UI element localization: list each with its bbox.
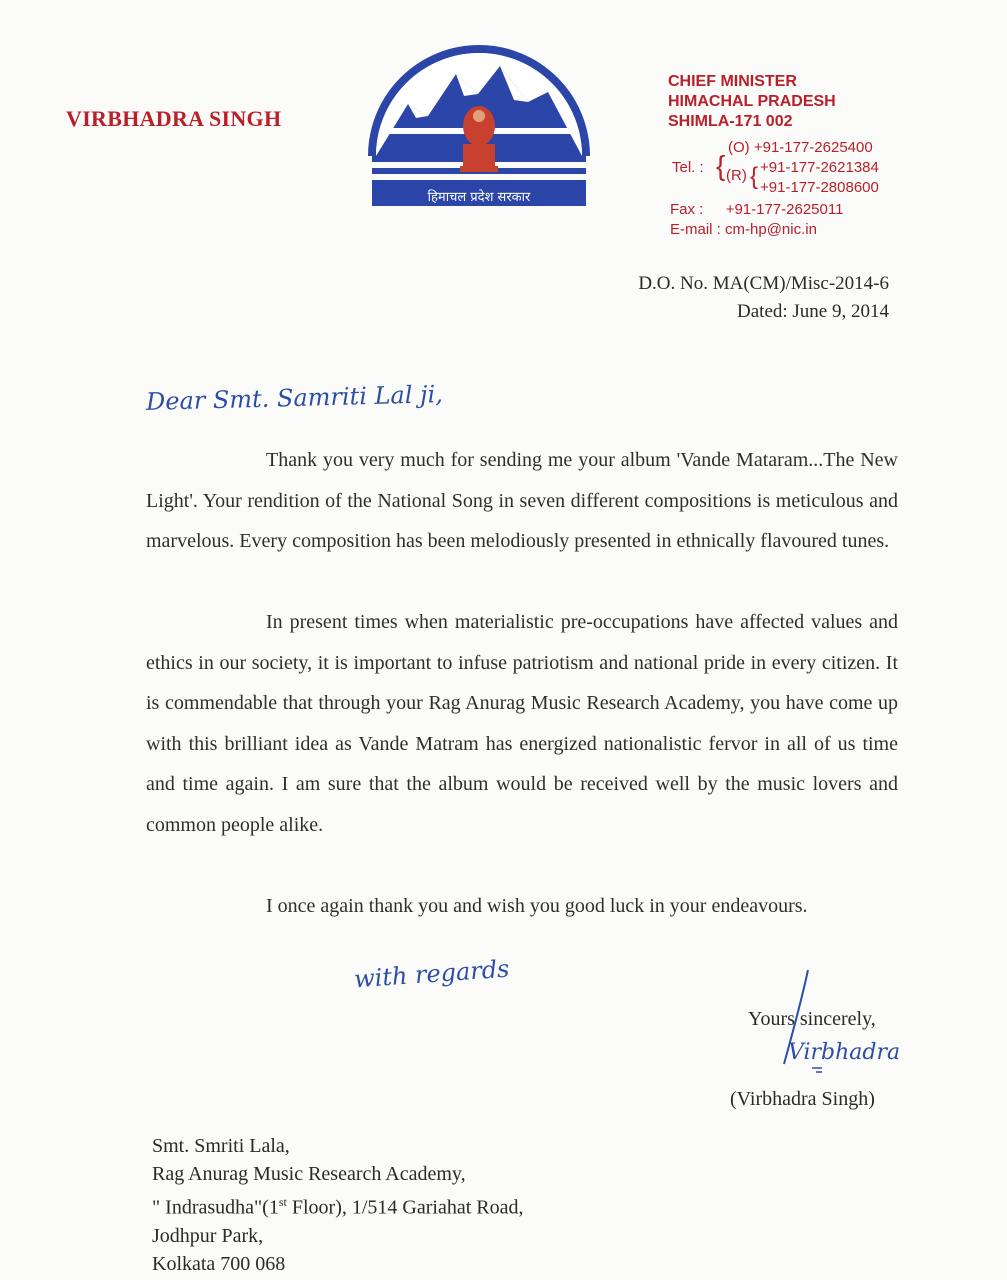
office-title: CHIEF MINISTER bbox=[668, 73, 797, 90]
signatory-name: (Virbhadra Singh) bbox=[730, 1088, 875, 1110]
recipient-address bbox=[152, 1132, 524, 1278]
recipient-street: " Indrasudha"(1st Floor), 1/514 Gariahat Road, bbox=[152, 1195, 524, 1219]
tel-res-label: (R) bbox=[726, 167, 747, 184]
recipient-organization: Rag Anurag Music Research Academy, bbox=[152, 1163, 466, 1185]
tel-res-brace: { bbox=[750, 163, 759, 190]
closing: Yours sincerely, bbox=[748, 1008, 876, 1030]
sender-name: VIRBHADRA SINGH bbox=[66, 106, 282, 131]
do-number: D.O. No. MA(CM)/Misc-2014-6 bbox=[638, 273, 889, 294]
body-paragraph-3: I once again thank you and wish you good luck in your endeavours. bbox=[266, 895, 808, 917]
tel-office: +91-177-2625400 bbox=[753, 139, 873, 156]
tel-res-1: +91-177-2621384 bbox=[760, 159, 879, 176]
reference-block bbox=[638, 270, 889, 326]
handwritten-regards: with regards bbox=[353, 954, 511, 994]
recipient-locality: Jodhpur Park, bbox=[152, 1224, 264, 1247]
body-paragraph-1: Thank you very much for sending me your album 'Vande Mataram...The New Light'. Your rendition of the National Song in seven different compositions is meticulous and marvelous. Every composition has been melodiously presented in ethnically flavoured tunes. bbox=[146, 449, 898, 552]
himachal-emblem-logo bbox=[368, 44, 590, 214]
tel-brace: { bbox=[716, 150, 726, 181]
office-city: SHIMLA-171 002 bbox=[668, 113, 793, 130]
handwritten-signature: Virbhadra bbox=[788, 1040, 901, 1065]
office-block bbox=[668, 72, 836, 132]
fax-number: +91-177-2625011 bbox=[725, 201, 844, 218]
tel-label: Tel. : bbox=[672, 159, 704, 176]
email-address: cm-hp@nic.in bbox=[725, 221, 817, 238]
recipient-city: Kolkata 700 068 bbox=[152, 1252, 286, 1275]
svg-text:हिमाचल प्रदेश सरकार: हिमाचल प्रदेश सरकार bbox=[427, 190, 531, 205]
handwritten-salutation: Dear Smt. Samriti Lal ji, bbox=[145, 380, 444, 416]
office-state: HIMACHAL PRADESH bbox=[668, 93, 836, 110]
tel-office-label: (O) bbox=[728, 139, 750, 156]
letter-date: Dated: June 9, 2014 bbox=[737, 301, 889, 322]
email-label: E-mail : bbox=[670, 221, 721, 238]
tel-res-2: +91-177-2808600 bbox=[760, 179, 879, 196]
fax-label: Fax : bbox=[670, 201, 704, 218]
body-paragraph-2: In present times when materialistic pre-occupations have affected values and ethics in our society, it is important to infuse patriotism and national pride in every citizen. It is commendable that through your Rag Anurag Music Research Academy, you have come up with this brilliant idea as Vande Matram has energized nationalistic fervor in all of us time and time again. I am sure that the album would be received well by the music lovers and common people alike. bbox=[146, 611, 898, 836]
recipient-name: Smt. Smriti Lala, bbox=[152, 1135, 290, 1157]
